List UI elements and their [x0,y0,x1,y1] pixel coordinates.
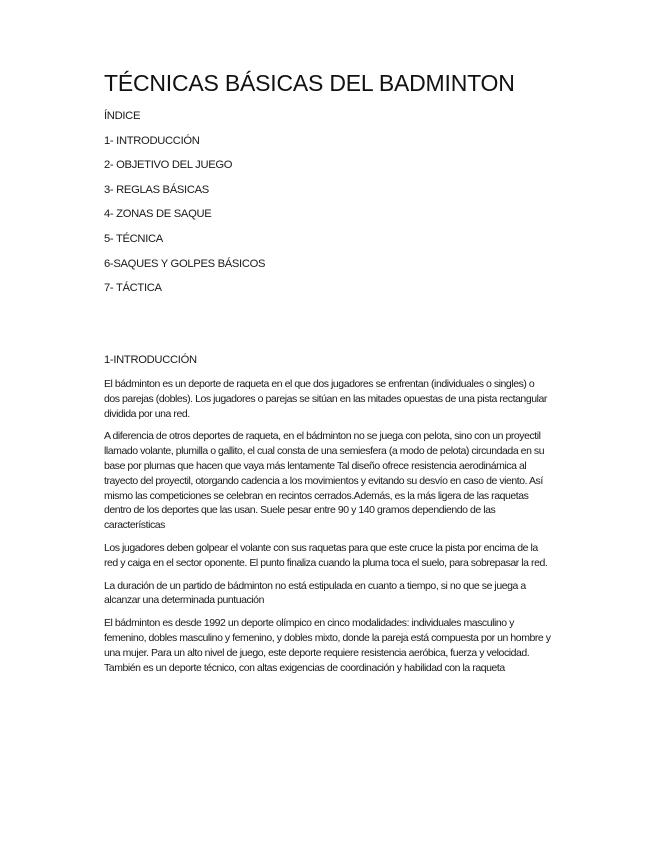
index-item-saques: 6-SAQUES Y GOLPES BÁSICOS [104,257,266,270]
paragraph: La duración de un partido de bádminton no está estipulada en cuanto a tiempo, si no que se juega a alcanzar una determinada puntuación [104,579,526,607]
index-item-tecnica: 5- TÉCNICA [104,232,163,245]
section-body [104,377,552,683]
index-item-introduccion: 1- INTRODUCCIÓN [104,134,200,147]
index-item-reglas: 3- REGLAS BÁSICAS [104,183,209,196]
section-heading: 1-INTRODUCCIÓN [104,354,197,366]
index-heading: ÍNDICE [104,110,141,122]
paragraph: A diferencia de otros deportes de raqueta, en el bádminton no se juega con pelota, sino con un proyectil llamado volante, plumilla o gallito, el cual consta de una semiesfera (a modo de pelota) circundada en su base por plumas que hacen que vaya más lentamente Tal diseño ofrece resistencia aerodinámica al trayecto del proyectil, otorgando cadencia a los movimientos y evitando su desvío en caso de viento. Así mismo las competiciones se celebran en recintos cerrados.Además, es la más ligera de las raquetas dentro de los deportes que las usan. Suele pesar entre 90 y 140 gramos dependiendo de las características [104,430,545,532]
paragraph: Los jugadores deben golpear el volante con sus raquetas para que este cruce la pista por encima de la red y caiga en el sector oponente. El punto finaliza cuando la pluma toca el suelo, para sobrepasar la red. [104,541,548,569]
paragraph: El bádminton es un deporte de raqueta en el que dos jugadores se enfrentan (individuales o singles) o dos parejas (dobles). Los jugadores o parejas se sitúan en las mitades opuestas de una pista rectangular dividida por una red. [104,378,547,420]
paragraph: El bádminton es desde 1992 un deporte olímpico en cinco modalidades: individuales masculino y femenino, dobles masculino y femenino, y dobles mixto, donde la pareja está compuesta por un hombre y una mujer. Para un alto nivel de juego, este deporte requiere resistencia aeróbica, fuerza y velocidad. También es un deporte técnico, con altas exigencias de coordinación y habilidad con la raqueta [104,617,551,674]
index-item-zonas: 4- ZONAS DE SAQUE [104,208,212,221]
document-title: TÉCNICAS BÁSICAS DEL BADMINTON [104,70,515,96]
index-item-tactica: 7- TÁCTICA [104,282,162,295]
table-of-contents [104,108,265,305]
index-item-objetivo: 2- OBJETIVO DEL JUEGO [104,159,233,172]
